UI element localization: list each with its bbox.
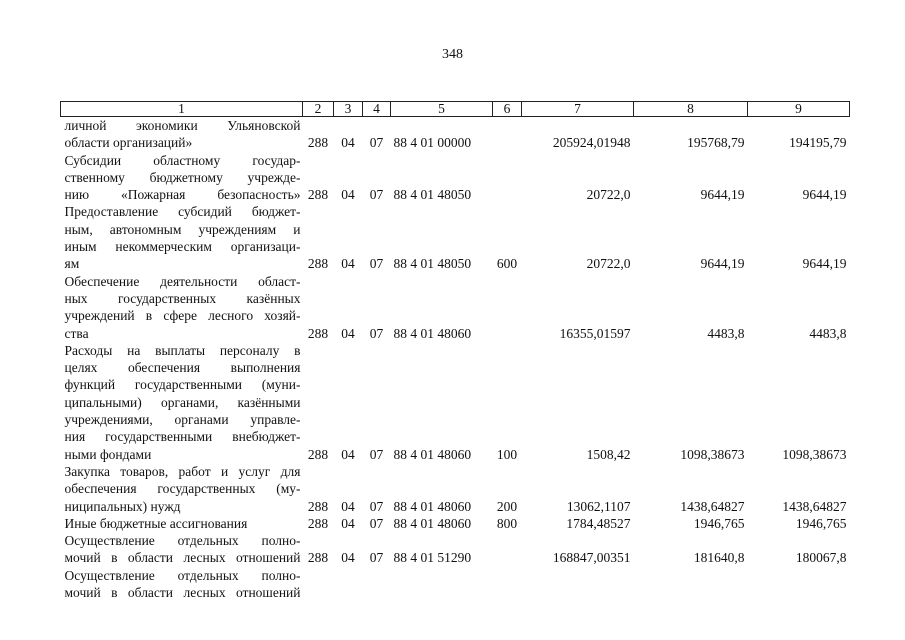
row-description xyxy=(61,463,303,515)
cell-value-8: 195768,79 xyxy=(687,135,745,151)
table-row xyxy=(61,152,850,204)
description-line: ципальными) органами, казёнными xyxy=(64,394,301,410)
description-line: учреждениями, органами управле- xyxy=(64,412,301,428)
page-number: 348 xyxy=(442,47,463,62)
cell-gr: 288 xyxy=(307,187,329,203)
cell-rz: 04 xyxy=(341,446,355,462)
description-line: целях обеспечения выполнения xyxy=(64,360,301,376)
description-line: ным, автономным учреждениям и xyxy=(64,221,301,237)
row-description xyxy=(61,342,303,463)
description-line: области организаций» xyxy=(64,135,193,151)
cell-value-8: 181640,8 xyxy=(693,550,745,566)
cell-pr: 07 xyxy=(369,325,384,341)
cell-csr: 88 4 01 48050 xyxy=(393,187,472,203)
cell-value-8: 1098,38673 xyxy=(680,446,745,462)
description-line: Обеспечение деятельности област- xyxy=(64,273,301,289)
cell-csr: 88 4 01 48060 xyxy=(393,515,472,531)
cell-value-9: 4483,8 xyxy=(809,325,847,341)
description-line: ными фондами xyxy=(64,446,152,462)
cell-value-9: 9644,19 xyxy=(802,256,847,272)
cell-csr: 88 4 01 48060 xyxy=(393,446,472,462)
cell-pr xyxy=(363,567,391,602)
header-col-8: 8 xyxy=(634,102,748,117)
cell-value-7: 205924,01948 xyxy=(552,135,631,151)
header-col-6: 6 xyxy=(493,102,522,117)
cell-vr: 200 xyxy=(496,498,518,514)
table-row xyxy=(61,567,850,602)
table-row xyxy=(61,203,850,272)
cell-rz: 04 xyxy=(341,498,355,514)
cell-value-7: 16355,01597 xyxy=(559,325,631,341)
cell-gr: 288 xyxy=(307,498,329,514)
table-body xyxy=(61,117,850,602)
cell-gr: 288 xyxy=(307,325,329,341)
description-line: учреждений в сфере лесного хозяй- xyxy=(64,308,301,324)
row-description xyxy=(61,203,303,272)
cell-csr: 88 4 01 51290 xyxy=(393,550,472,566)
description-line: Расходы на выплаты персоналу в xyxy=(64,342,301,358)
table-row xyxy=(61,117,850,152)
cell-value-8: 4483,8 xyxy=(707,325,745,341)
cell-value-8: 9644,19 xyxy=(700,256,745,272)
table-row xyxy=(61,273,850,342)
cell-pr: 07 xyxy=(369,515,384,531)
description-line: ных государственных казённых xyxy=(64,290,301,306)
cell-gr: 288 xyxy=(307,256,329,272)
description-line: нию «Пожарная безопасность» xyxy=(64,187,301,203)
cell-gr: 288 xyxy=(307,515,329,531)
description-line: личной экономики Ульяновской xyxy=(64,118,301,133)
cell-vr xyxy=(493,273,522,342)
cell-value-7: 13062,1107 xyxy=(566,498,631,514)
cell-value-7: 20722,0 xyxy=(586,187,631,203)
cell-rz: 04 xyxy=(341,187,355,203)
table-row xyxy=(61,532,850,567)
header-row xyxy=(61,102,850,117)
cell-value-8: 9644,19 xyxy=(700,187,745,203)
description-line: ям xyxy=(64,256,80,272)
cell-value-9: 1946,765 xyxy=(795,515,847,531)
description-line: Осуществление отдельных полно- xyxy=(64,567,301,583)
table-header xyxy=(61,102,850,117)
cell-vr xyxy=(493,117,522,152)
cell-gr: 288 xyxy=(307,135,329,151)
row-description xyxy=(61,152,303,204)
header-col-5: 5 xyxy=(391,102,493,117)
cell-gr: 288 xyxy=(307,446,329,462)
row-description xyxy=(61,117,303,152)
cell-pr: 07 xyxy=(369,498,384,514)
cell-pr: 07 xyxy=(369,256,384,272)
header-col-1: 1 xyxy=(61,102,303,117)
cell-vr: 100 xyxy=(496,446,518,462)
table-row xyxy=(61,515,850,532)
description-line: мочий в области лесных отношений xyxy=(64,585,301,601)
cell-value-9 xyxy=(748,567,850,602)
cell-rz: 04 xyxy=(341,325,355,341)
cell-rz: 04 xyxy=(341,515,355,531)
description-line: ниципальных) нужд xyxy=(64,498,181,514)
row-description xyxy=(61,567,303,602)
cell-pr: 07 xyxy=(369,550,384,566)
description-line: Субсидии областному государ- xyxy=(64,152,301,168)
cell-csr xyxy=(391,567,493,602)
description-line: Закупка товаров, работ и услуг для xyxy=(64,463,301,479)
cell-gr: 288 xyxy=(307,550,329,566)
table-row xyxy=(61,342,850,463)
cell-rz: 04 xyxy=(341,256,355,272)
cell-csr: 88 4 01 48060 xyxy=(393,498,472,514)
description-line: ственному бюджетному учрежде- xyxy=(64,169,301,185)
cell-value-7: 1784,48527 xyxy=(566,515,631,531)
cell-value-7: 20722,0 xyxy=(586,256,631,272)
description-line: иным некоммерческим организаци- xyxy=(64,239,301,255)
cell-rz: 04 xyxy=(341,135,355,151)
description-line: ния государственными внебюджет- xyxy=(64,429,301,445)
cell-csr: 88 4 01 48060 xyxy=(393,325,472,341)
cell-csr: 88 4 01 48050 xyxy=(393,256,472,272)
header-col-3: 3 xyxy=(334,102,363,117)
cell-value-9: 180067,8 xyxy=(795,550,847,566)
header-col-2: 2 xyxy=(303,102,334,117)
cell-value-7 xyxy=(522,567,634,602)
cell-csr: 88 4 01 00000 xyxy=(393,135,472,151)
cell-value-7: 168847,00351 xyxy=(552,550,631,566)
description-line: ства xyxy=(64,325,89,341)
header-col-7: 7 xyxy=(522,102,634,117)
description-line: обеспечения государственных (му- xyxy=(64,481,301,497)
header-col-9: 9 xyxy=(748,102,850,117)
cell-vr: 600 xyxy=(496,256,518,272)
cell-vr: 800 xyxy=(496,515,518,531)
cell-rz: 04 xyxy=(341,550,355,566)
description-line: Иные бюджетные ассигнования xyxy=(64,515,248,531)
row-description xyxy=(61,515,303,532)
budget-table xyxy=(60,101,850,601)
cell-pr: 07 xyxy=(369,446,384,462)
description-line: мочий в области лесных отношений xyxy=(64,550,301,566)
description-line: функций государственными (муни- xyxy=(64,377,301,393)
cell-rz xyxy=(334,567,363,602)
cell-value-8 xyxy=(634,567,748,602)
cell-vr xyxy=(493,152,522,204)
row-description xyxy=(61,273,303,342)
cell-value-8: 1438,64827 xyxy=(680,498,745,514)
cell-value-9: 194195,79 xyxy=(789,135,847,151)
row-description xyxy=(61,532,303,567)
cell-value-8: 1946,765 xyxy=(693,515,745,531)
cell-value-9: 1098,38673 xyxy=(782,446,847,462)
description-line: Предоставление субсидий бюджет- xyxy=(64,204,301,220)
cell-value-7: 1508,42 xyxy=(586,446,631,462)
cell-pr: 07 xyxy=(369,187,384,203)
cell-value-9: 1438,64827 xyxy=(782,498,847,514)
table-row xyxy=(61,463,850,515)
cell-vr xyxy=(493,532,522,567)
cell-gr xyxy=(303,567,334,602)
cell-value-9: 9644,19 xyxy=(802,187,847,203)
cell-vr xyxy=(493,567,522,602)
header-col-4: 4 xyxy=(363,102,391,117)
cell-pr: 07 xyxy=(369,135,384,151)
description-line: Осуществление отдельных полно- xyxy=(64,533,301,549)
